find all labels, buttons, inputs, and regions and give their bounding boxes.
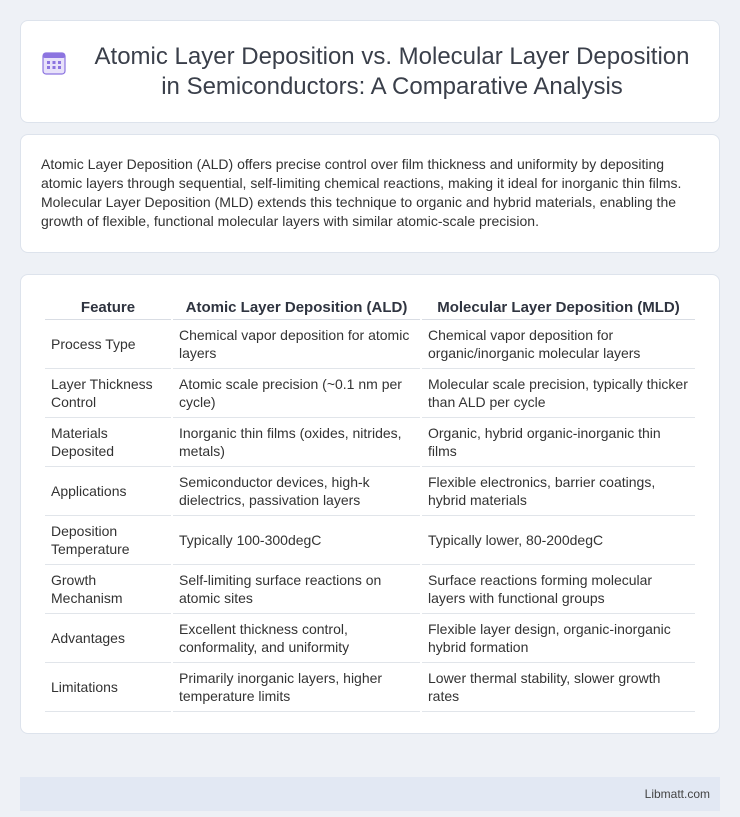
ald-cell: Self-limiting surface reactions on atomic sites <box>173 565 420 614</box>
comparison-table-card <box>20 274 720 734</box>
ald-cell: Typically 100-300degC <box>173 516 420 565</box>
ald-cell: Primarily inorganic layers, higher temperature limits <box>173 663 420 712</box>
header-ald: Atomic Layer Deposition (ALD) <box>173 295 420 320</box>
table-header-row <box>45 295 695 320</box>
intro-paragraph: Atomic Layer Deposition (ALD) offers precise control over film thickness and uniformity by depositing atomic layers through sequential, self-limiting chemical reactions, making it ideal for inorganic thin films. Molecular Layer Deposition (MLD) extends this technique to organic and hybrid materials, enabling the growth of flexible, functional molecular layers with similar atomic-scale precision. <box>41 156 682 229</box>
ald-cell: Semiconductor devices, high-k dielectrics, passivation layers <box>173 467 420 516</box>
feature-cell: Limitations <box>45 663 171 712</box>
comparison-table <box>43 295 697 712</box>
mld-cell: Chemical vapor deposition for organic/inorganic molecular layers <box>422 320 695 369</box>
feature-cell: Growth Mechanism <box>45 565 171 614</box>
mld-cell: Organic, hybrid organic-inorganic thin films <box>422 418 695 467</box>
ald-cell: Chemical vapor deposition for atomic layers <box>173 320 420 369</box>
page-title: Atomic Layer Deposition vs. Molecular Layer Deposition in Semiconductors: A Comparative Analysis <box>94 42 690 100</box>
feature-cell: Layer Thickness Control <box>45 369 171 418</box>
ald-cell: Atomic scale precision (~0.1 nm per cycle) <box>173 369 420 418</box>
header-feature: Feature <box>45 295 171 320</box>
title-wrap <box>41 42 699 102</box>
calendar-grid-icon <box>41 50 67 76</box>
feature-cell: Advantages <box>45 614 171 663</box>
feature-cell: Applications <box>45 467 171 516</box>
mld-cell: Molecular scale precision, typically thicker than ALD per cycle <box>422 369 695 418</box>
table-row <box>45 467 695 516</box>
table-row <box>45 369 695 418</box>
mld-cell: Surface reactions forming molecular layers with functional groups <box>422 565 695 614</box>
table-row <box>45 320 695 369</box>
header-mld: Molecular Layer Deposition (MLD) <box>422 295 695 320</box>
table-row <box>45 565 695 614</box>
feature-cell: Materials Deposited <box>45 418 171 467</box>
footer-site-link[interactable]: Libmatt.com <box>644 787 710 801</box>
mld-cell: Lower thermal stability, slower growth rates <box>422 663 695 712</box>
mld-cell: Typically lower, 80-200degC <box>422 516 695 565</box>
mld-cell: Flexible electronics, barrier coatings, hybrid materials <box>422 467 695 516</box>
feature-cell: Deposition Temperature <box>45 516 171 565</box>
table-row <box>45 614 695 663</box>
intro-card <box>20 134 720 253</box>
table-row <box>45 418 695 467</box>
mld-cell: Flexible layer design, organic-inorganic hybrid formation <box>422 614 695 663</box>
feature-cell: Process Type <box>45 320 171 369</box>
title-card <box>20 20 720 123</box>
table-row <box>45 516 695 565</box>
footer <box>20 777 720 811</box>
ald-cell: Excellent thickness control, conformality, and uniformity <box>173 614 420 663</box>
ald-cell: Inorganic thin films (oxides, nitrides, metals) <box>173 418 420 467</box>
table-row <box>45 663 695 712</box>
